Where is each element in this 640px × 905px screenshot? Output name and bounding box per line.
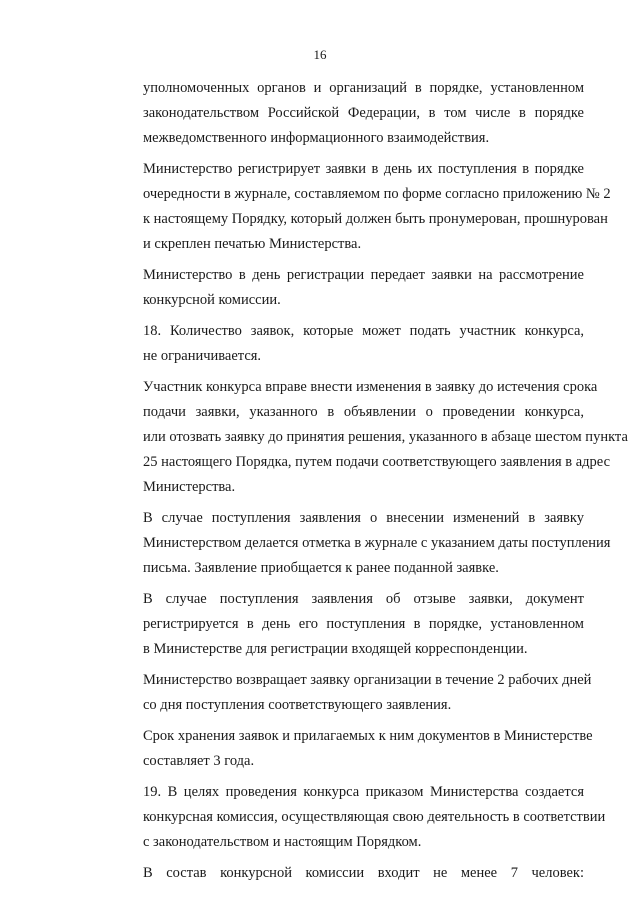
text-line: к настоящему Порядку, который должен быть пронумерован, прошнурован [143, 211, 608, 227]
text-line: очередности в журнале, составляемом по форме согласно приложению № 2 [143, 186, 611, 202]
text-line: межведомственного информационного взаимодействия. [143, 130, 490, 146]
text-line: конкурсной комиссии. [143, 292, 281, 308]
paragraph [104, 724, 593, 774]
document-body [104, 76, 628, 886]
text-line: со дня поступления соответствующего заявления. [143, 697, 452, 713]
paragraph [104, 587, 584, 662]
page-number: 16 [313, 47, 327, 62]
text-line: Министерство возвращает заявку организации в течение 2 рабочих дней [143, 672, 592, 688]
text-line: Участник конкурса вправе внести изменения в заявку до истечения срока [143, 379, 598, 395]
text-line: регистрируется в день его поступления в порядке, установленном [143, 616, 584, 632]
text-line: или отозвать заявку до принятия решения, указанного в абзаце шестом пункта [143, 429, 628, 445]
text-line: В случае поступления заявления о внесении изменений в заявку [143, 510, 584, 526]
text-line: В случае поступления заявления об отзыве заявки, документ [143, 591, 584, 607]
text-line: 19. В целях проведения конкурса приказом Министерства создается [143, 784, 584, 800]
text-line: в Министерстве для регистрации входящей корреспонденции. [143, 641, 528, 657]
paragraph [104, 76, 584, 151]
text-line: Министерством делается отметка в журнале с указанием даты поступления [143, 535, 611, 551]
paragraph [104, 375, 628, 500]
text-line: составляет 3 года. [143, 753, 255, 769]
text-line: 25 настоящего Порядка, путем подачи соответствующего заявления в адрес [143, 454, 611, 470]
text-line: уполномоченных органов и организаций в порядке, установленном [143, 80, 584, 96]
paragraph [104, 861, 584, 886]
text-line: Министерство в день регистрации передает заявки на рассмотрение [143, 267, 584, 283]
text-line: Срок хранения заявок и прилагаемых к ним документов в Министерстве [143, 728, 593, 744]
text-line: конкурсная комиссия, осуществляющая свою деятельность в соответствии [143, 809, 606, 825]
text-line: Министерства. [143, 479, 236, 495]
paragraph [104, 780, 606, 855]
text-line: не ограничивается. [143, 348, 262, 364]
text-line: с законодательством и настоящим Порядком. [143, 834, 422, 850]
text-line: письма. Заявление приобщается к ранее поданной заявке. [143, 560, 499, 576]
text-line: В состав конкурсной комиссии входит не менее 7 человек: [143, 865, 584, 881]
text-line: 18. Количество заявок, которые может подать участник конкурса, [143, 323, 584, 339]
paragraph [104, 506, 611, 581]
text-line: и скреплен печатью Министерства. [143, 236, 362, 252]
paragraph [104, 668, 592, 718]
text-line: законодательством Российской Федерации, в том числе в порядке [143, 105, 584, 121]
text-line: подачи заявки, указанного в объявлении о проведении конкурса, [143, 404, 584, 420]
paragraph [104, 319, 584, 369]
paragraph [104, 157, 611, 257]
paragraph [104, 263, 584, 313]
text-line: Министерство регистрирует заявки в день их поступления в порядке [143, 161, 584, 177]
